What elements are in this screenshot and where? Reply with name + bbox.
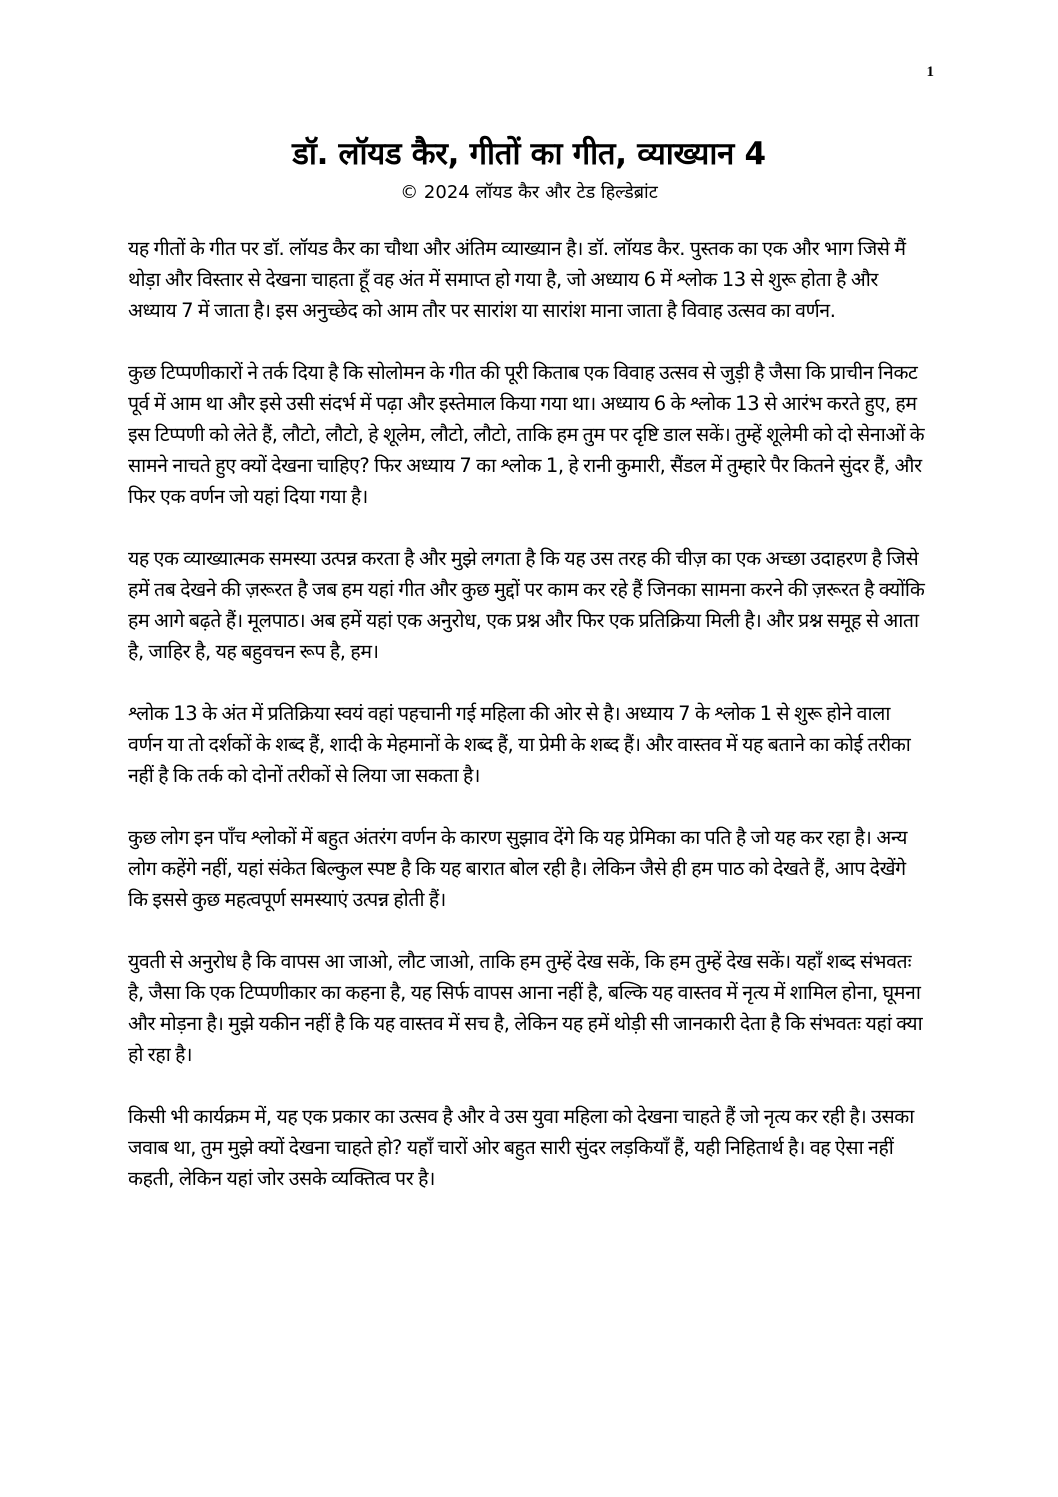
copyright-line: © 2024 लॉयड कैर और टेड हिल्डेब्रांट (400, 182, 658, 203)
paragraph: कुछ टिप्पणीकारों ने तर्क दिया है कि सोलोमन के गीत की पूरी किताब एक विवाह उत्सव से जुड़ी है जैसा कि प्राचीन निकट पूर्व में आम था और इसे उसी संदर्भ में पढ़ा और इस्तेमाल किया गया था। अध्याय 6 के श्लोक 13 से आरंभ करते हुए, हम इस टिप्पणी को लेते हैं, लौटो, लौटो, हे शूलेम, लौटो, लौटो, ताकि हम तुम पर दृष्टि डाल सकें। तुम्हें शूलेमी को दो सेनाओं के सामने नाचते हुए क्यों देखना चाहिए? फिर अध्याय 7 का श्लोक 1, हे रानी कुमारी, सैंडल में तुम्हारे पैर कितने सुंदर हैं, और फिर एक वर्णन जो यहां दिया गया है। (128, 361, 925, 508)
paragraph: युवती से अनुरोध है कि वापस आ जाओ, लौट जाओ, ताकि हम तुम्हें देख सकें, कि हम तुम्हें देख सकें। यहाँ शब्द संभवतः है, जैसा कि एक टिप्पणीकार का कहना है, यह सिर्फ वापस आना नहीं है, बल्कि यह वास्तव में नृत्य में शामिल होना, घूमना और मोड़ना है। मुझे यकीन नहीं है कि यह वास्तव में सच है, लेकिन यह हमें थोड़ी सी जानकारी देता है कि संभवतः यहां क्या हो रहा है। (128, 950, 923, 1066)
paragraph: यह गीतों के गीत पर डॉ. लॉयड कैर का चौथा और अंतिम व्याख्यान है। डॉ. लॉयड कैर. पुस्तक का एक और भाग जिसे मैं थोड़ा और विस्तार से देखना चाहता हूँ वह अंत में समाप्त हो गया है, जो अध्याय 6 में श्लोक 13 से शुरू होता है और अध्याय 7 में जाता है। इस अनुच्छेद को आम तौर पर सारांश या सारांश माना जाता है विवाह उत्सव का वर्णन. (128, 237, 906, 322)
lecture-body (128, 233, 928, 1225)
page-number: 1 (926, 64, 934, 80)
document-title: डॉ. लॉयड कैर, गीतों का गीत, व्याख्यान 4 (292, 136, 766, 172)
paragraph: श्लोक 13 के अंत में प्रतिक्रिया स्वयं वहां पहचानी गई महिला की ओर से है। अध्याय 7 के श्लोक 1 से शुरू होने वाला वर्णन या तो दर्शकों के शब्द हैं, शादी के मेहमानों के शब्द हैं, या प्रेमी के शब्द हैं। और वास्तव में यह बताने का कोई तरीका नहीं है कि तर्क को दोनों तरीकों से लिया जा सकता है। (128, 702, 911, 787)
paragraph: यह एक व्याख्यात्मक समस्या उत्पन्न करता है और मुझे लगता है कि यह उस तरह की चीज़ का एक अच्छा उदाहरण है जिसे हमें तब देखने की ज़रूरत है जब हम यहां गीत और कुछ मुद्दों पर काम कर रहे हैं जिनका सामना करने की ज़रूरत है क्योंकि हम आगे बढ़ते हैं। मूलपाठ। अब हमें यहां एक अनुरोध, एक प्रश्न और फिर एक प्रतिक्रिया मिली है। और प्रश्न समूह से आता है, जाहिर है, यह बहुवचन रूप है, हम। (128, 547, 925, 663)
paragraph: किसी भी कार्यक्रम में, यह एक प्रकार का उत्सव है और वे उस युवा महिला को देखना चाहते हैं जो नृत्य कर रही है। उसका जवाब था, तुम मुझे क्यों देखना चाहते हो? यहाँ चारों ओर बहुत सारी सुंदर लड़कियाँ हैं, यही निहितार्थ है। वह ऐसा नहीं कहती, लेकिन यहां जोर उसके व्यक्तित्व पर है। (128, 1105, 914, 1190)
paragraph: कुछ लोग इन पाँच श्लोकों में बहुत अंतरंग वर्णन के कारण सुझाव देंगे कि यह प्रेमिका का पति है जो यह कर रहा है। अन्य लोग कहेंगे नहीं, यहां संकेत बिल्कुल स्पष्ट है कि यह बारात बोल रही है। लेकिन जैसे ही हम पाठ को देखते हैं, आप देखेंगे कि इससे कुछ महत्वपूर्ण समस्याएं उत्पन्न होती हैं। (128, 826, 908, 911)
